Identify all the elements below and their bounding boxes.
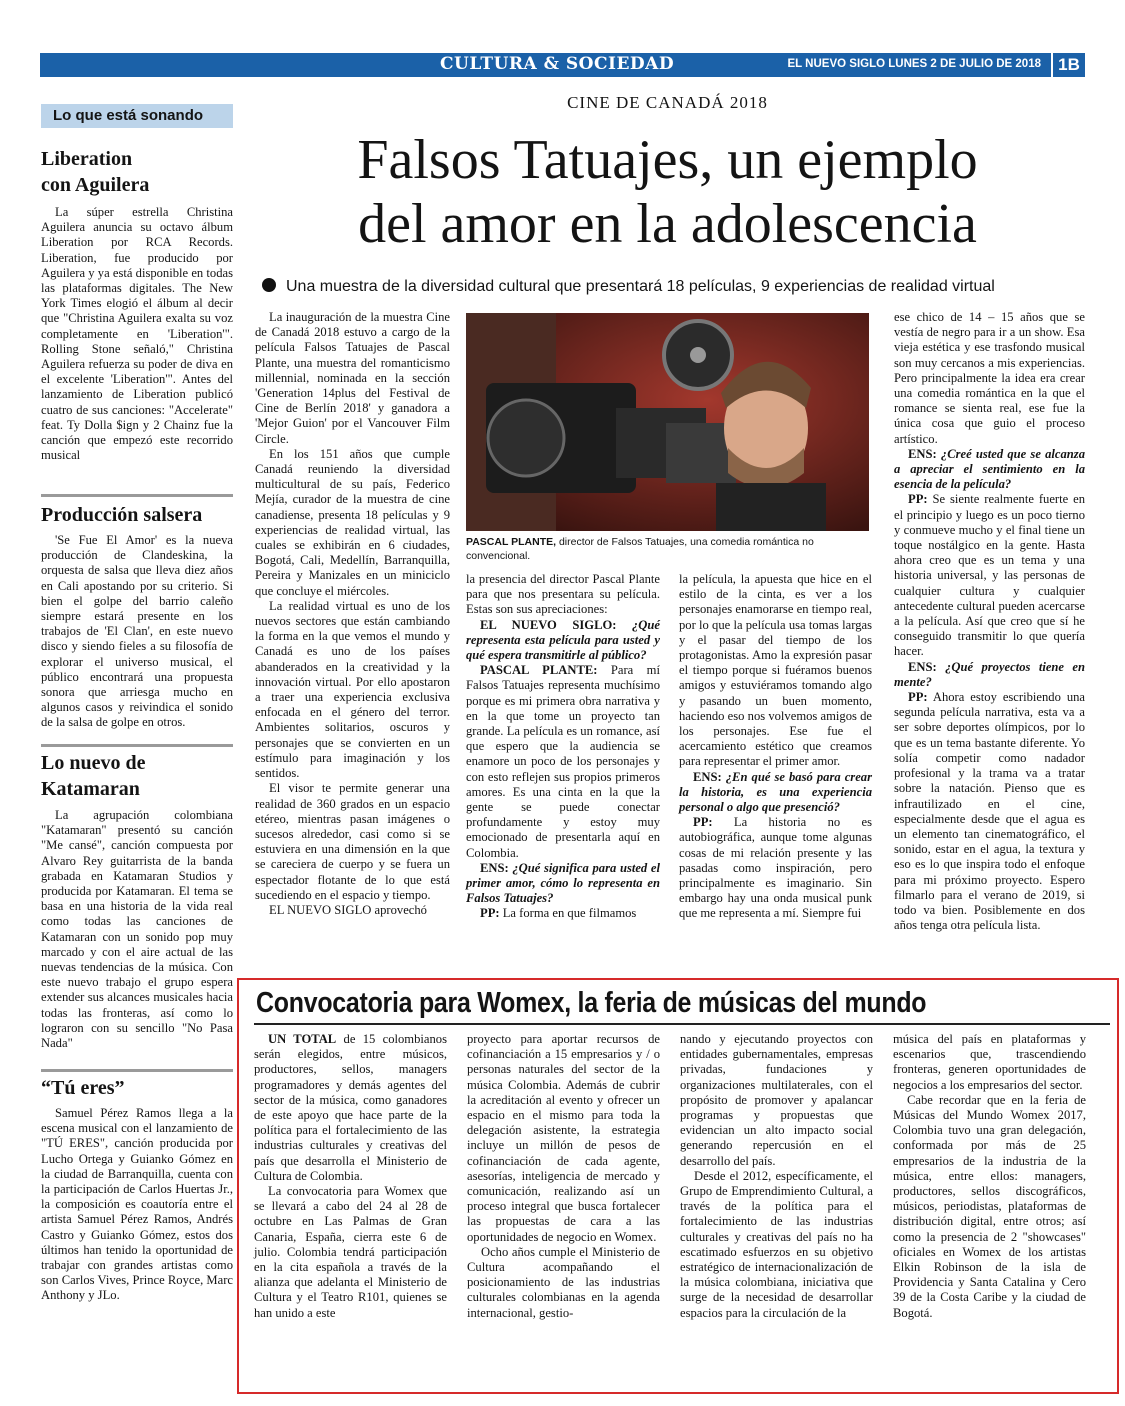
article-photo <box>466 313 869 531</box>
womex-paragraph: Desde el 2012, específicamente, el Grupo de Emprendimiento Cultural, a través de la política para el fortalecimiento de las industrias culturales y creativas del país no ha escatimado esfuerzos en su objetivo estratégico de internacionalización de la música colombiana, iniciativa que surge de la necesidad de desarrollar espacios para la circulación de la <box>680 1168 873 1320</box>
sidebar-heading-1 <box>41 146 236 198</box>
article-paragraph: La realidad virtual es uno de los nuevos sectores que están cambiando la forma en la que vemos el mundo y Canadá es uno de los países abanderados en la creatividad y la innovación virtual. Por ello apostaron a traer una experiencia exclusiva enfocada en el género del terror. Ambientes solitarios, oscuros y personajes que se convierten en un estímulo para imaginación y los sentidos. <box>255 598 450 781</box>
interview-answer: ese chico de 14 – 15 años que se vestía de negro para ir a un show. Esa vieja estética y ese trasfondo musical son muy cercanos a mis experiencias. Pero principalmente la idea era crear una comedia romántica en la que el romance se sienta real, ese fue la única cosa que guio el proceso artístico. <box>894 310 1085 446</box>
caption-name: PASCAL PLANTE, <box>466 536 557 548</box>
sidebar-body-2 <box>41 533 233 731</box>
interviewee-label: PP: <box>480 906 500 921</box>
sidebar-paragraph: La súper estrella Christina Aguilera anuncia su octavo álbum Liberation por RCA Records. Liberation, fue producido por Aguilera y ya está disponible en todas las plataformas digitales. The New York Times elogió el álbum al decir que "Christina Aguilera exalta su voz completamente en 'Liberation'". Rolling Stone señaló," Christina Aguilera refuerza su poder de diva en el excelente 'Liberation'". Antes del lanzamiento de Liberation publicó cuatro de sus canciones: "Accelerate" feat. Ty Dolla $ign y 2 Chainz fue la canción que empezó este recorrido musical <box>41 205 233 463</box>
sidebar-heading-line: Liberation <box>41 148 133 170</box>
sidebar-heading-4 <box>41 1075 236 1101</box>
sidebar-divider <box>41 744 233 747</box>
womex-paragraph: Cabe recordar que en la feria de Músicas del Mundo Womex 2017, Colombia tuvo una gran delegación, conformada por más de 25 empresarios de la industria de la música, entre ellos: managers, productores, sellos discográficos, músicos, periodistas, plataformas de distribución digital, entre otros; así como la presencia de 2 "showcases" oficiales en Womex de los artistas Elkin Robinson de la isla de Providencia y Santa Catalina y Cero 39 de la Costa Caribe y la ciudad de Bogotá. <box>893 1092 1086 1320</box>
interviewer-label: ENS: <box>908 659 937 674</box>
headline-line: del amor en la adolescencia <box>358 193 977 255</box>
sidebar-heading-line: “Tú eres” <box>41 1077 125 1099</box>
article-paragraph: La inauguración de la muestra Cine de Canadá 2018 estuvo a cargo de la película Falsos Tatuajes de Pascal Plante, una muestra del romanticismo millennial, nominada en la sección 'Generation 14plus del Festival de Cine de Berlín 2018' y ganadora a 'Mejor Guion' por el Vancouver Film Circle. <box>255 310 450 446</box>
womex-lead: UN TOTAL <box>268 1032 337 1046</box>
womex-column-2 <box>467 1032 660 1321</box>
article-column-4 <box>894 310 1085 933</box>
article-column-1 <box>255 310 450 918</box>
subhead-text: Una muestra de la diversidad cultural que presentará 18 películas, 9 experiencias de realidad virtual <box>286 278 995 295</box>
womex-column-4 <box>893 1032 1086 1321</box>
interview-question: ¿Creé usted que se alcanza a apreciar el sentimiento en la esencia de la película? <box>894 446 1085 492</box>
sidebar-body-1 <box>41 205 233 463</box>
interview-answer: la película, la apuesta que hice en el estilo de la cinta, es ver a los personajes enamorarse en tiempo real, por lo que la película usa tomas largas y el pasar del tiempo de los protagonistas. Amo la expresión pasar el tiempo porque si fuéramos buenos amigos y estuviéramos tomando algo y pasando un buen momento, haciendo eso nos volvemos amigos de los personajes. Ese fue el acercamiento estético que creamos para representar el primer amor. <box>679 572 872 769</box>
interview-question: ¿Qué proyectos tiene en mente? <box>894 659 1085 689</box>
article-paragraph: EL NUEVO SIGLO aprovechó <box>269 902 427 917</box>
sidebar-divider <box>41 494 233 497</box>
bullet-icon <box>262 278 276 292</box>
sidebar-paragraph: La agrupación colombiana "Katamaran" presentó su canción "Me cansé", canción compuesta por Alvaro Rey guitarrista de la banda grabada en Katamaran Studios y producida por Katamaran. El tema se basa en una historia de la vida real como todas las canciones de Katamaran con un sonido pop muy marcado y con el aire actual de las nuevas tendencias de la música. Con este nuevo trabajo el grupo espera extender sus alcances musicales hacia todas las fronteras, así como lo lograron con su sencillo "No Pasa Nada" <box>41 808 233 1051</box>
interviewee-label: PP: <box>693 815 713 830</box>
interview-answer: Ahora estoy escribiendo una segunda película narrativa, esta va a ser sobre deportes olímpicos, por lo que es un tema bastante diferente. Yo solía competir como nadador profesional y la trama va a tratar sobre la natación. Pienso que es infrautilizado en el cine, especialmente desde que el agua es un elemento tan cinematográfico, el sonido, estar en el agua, la textura y eso es lo que inspira todo el enfoque para mi próximo proyecto. Espero filmarlo para el verano de 2019, si todo va bien. Posiblemente en dos años tenga otra película lista. <box>894 690 1085 933</box>
interview-answer: La historia no es autobiográfica, aunque tome algunas cosas de mi relación presente y las pasadas como inspiración, pero principalmente es imaginario. Sin embargo hay una onda musical punk que me representa a mí. Siempre fui <box>679 815 872 921</box>
sidebar-heading-3 <box>41 750 236 802</box>
sidebar-heading-line: Lo nuevo de <box>41 752 146 774</box>
sidebar-divider <box>41 1069 233 1072</box>
article-subhead <box>262 278 1085 296</box>
article-kicker: CINE DE CANADÁ 2018 <box>567 93 768 112</box>
interview-answer: La forma en que filmamos <box>499 906 637 921</box>
sidebar-paragraph: Samuel Pérez Ramos llega a la escena musical con el lanzamiento de "TÚ ERES", canción producida por Lucho Ortega y Guianko Gómez en la ciudad de Barranquilla, cuenta con la participación de Carlos Huertas Jr., la composición es coautoría entre el artista Samuel Pérez Ramos, Andrés Castro y Guianko Gómez, estos dos últimos han tenido la oportunidad de trabajar con grandes artistas como son Carlos Vives, Prince Royce, Marc Anthony y JLo. <box>41 1106 233 1303</box>
womex-column-3 <box>680 1032 873 1321</box>
article-headline <box>250 128 1085 256</box>
interview-question: ¿Qué representa esta película para usted y qué espera transmitirle al público? <box>466 617 660 663</box>
sidebar-heading-line: Katamaran <box>41 778 140 800</box>
page-number: 1B <box>1051 53 1085 77</box>
womex-paragraph: música del país en plataformas y escenarios que, trascendiendo fronteras, generen oportunidades de negocios a los empresarios del sector. <box>893 1032 1086 1092</box>
womex-paragraph: de 15 colombianos serán elegidos, entre músicos, productores, sellos, managers programadores y demás agentes del sector de la música, como ganadores de este apoyo que hace parte de la política para el fortalecimiento de las industrias culturales y creativas del país que desarrolla el Ministerio de Cultura de Colombia. <box>254 1032 447 1183</box>
article-column-2 <box>466 572 660 922</box>
sidebar-tab: Lo que está sonando <box>41 104 233 128</box>
interviewer-label: ENS: <box>480 860 509 875</box>
womex-title-rule <box>254 1023 1110 1025</box>
sidebar-heading-line: con Aguilera <box>41 174 150 196</box>
womex-paragraph: nando y ejecutando proyectos con entidades gubernamentales, empresas privadas, fundaciones y organizaciones multilaterales, con el propósito de promover y apalancar programas y propuestas que evidencian un alto impacto social generando repercusión en el desarrollo del país. <box>680 1032 873 1168</box>
interview-question: ¿Qué significa para usted el primer amor, cómo lo representa en Falsos Tatuajes? <box>466 860 660 906</box>
interview-question: ¿En qué se basó para crear la historia, es una experiencia personal o algo que presenció? <box>679 769 872 815</box>
interviewee-label: PP: <box>908 690 928 705</box>
section-title: CULTURA & SOCIEDAD <box>440 54 675 74</box>
article-column-3 <box>679 572 872 922</box>
headline-line: Falsos Tatuajes, un ejemplo <box>357 129 978 191</box>
interviewer-label: EL NUEVO SIGLO: <box>480 617 617 632</box>
article-paragraph: El visor te permite generar una realidad de 360 grados en un espacio etéreo, mientras pasan imágenes o sucesos alrededor, casi como si se estuviera en una dimensión en la que se careciera de cuerpo y se fuera un espectador flotante de lo que está sucediendo en el espacio y tiempo. <box>255 781 450 902</box>
article-paragraph: la presencia del director Pascal Plante para que nos presentara su película. Estas son sus apreciaciones: <box>466 572 660 617</box>
sidebar-heading-2 <box>41 502 236 528</box>
caption-text: director de Falsos Tatuajes, una comedia romántica no convencional. <box>466 536 814 562</box>
article-paragraph: En los 151 años que cumple Canadá reuniendo la diversidad multicultural de su país, Federico Mejía, curador de la muestra de cine canadiense, presenta 18 películas y 9 experiencias de realidad virtual, las cuales se exhibirán en 6 ciudades, Bogotá, Cali, Medellín, Barranquilla, Pereira y Manizales en un miniciclo que concluye el miércoles. <box>255 446 450 598</box>
interview-answer: Para mí Falsos Tatuajes representa muchísimo porque es mi primera obra narrativa y en la que tome un proyecto tan grande. La película es un romance, así que espero que la audiencia se enamore un poco de los personajes y con esto reflejen sus propios primeros amores. Es una cinta en la que la gente se puede conectar profundamente y estoy muy emocionado de presentarla aquí en Colombia. <box>466 663 660 860</box>
interviewee-label: PASCAL PLANTE: <box>480 663 598 678</box>
photo-illustration <box>466 313 869 531</box>
newspaper-date: EL NUEVO SIGLO LUNES 2 DE JULIO DE 2018 <box>787 58 1041 70</box>
section-header-bar <box>40 53 1085 77</box>
photo-caption <box>466 535 869 563</box>
sidebar-heading-line: Producción salsera <box>41 504 203 526</box>
interview-answer: Se siente realmente fuerte en el principio y luego es un poco tierno y conmueve mucho y el final tiene un toque nostálgico en la gente. Hasta ahora creo que es un tema y una historia universal, y las personas de cualquier cultura y cualquier antecedente cultural pueden acercarse a la película. Así que creo que sí he conseguido transmitir lo que quería hacer. <box>894 492 1085 659</box>
womex-title: Convocatoria para Womex, la feria de músicas del mundo <box>256 987 927 1019</box>
womex-paragraph: La convocatoria para Womex que se llevará a cabo del 24 al 28 de octubre en Las Palmas de Gran Canaria, España, cierra este 6 de julio. Colombia tendrá participación en la cita española a través de la alianza que adelanta el Ministerio de Cultura y el Teatro R101, quienes se han unido a este <box>254 1184 447 1320</box>
womex-column-1 <box>254 1032 447 1321</box>
interviewer-label: ENS: <box>908 446 937 461</box>
interviewer-label: ENS: <box>693 769 722 784</box>
sidebar-body-3 <box>41 808 233 1051</box>
womex-paragraph: proyecto para aportar recursos de cofinanciación a 15 empresarios y / o personas naturales del sector de la música Colombia. Además de cubrir la acreditación al evento y ofrecer un espacio en el mismo para toda la delegación asistente, la estrategia incluye un millón de pesos de cofinanciación de cada agente, asesorías, inteligencia de mercado y comunicación, realizando así un proceso integral que busca fortalecer las propuestas de cara a las oportunidades de negocio en Womex. <box>467 1032 660 1244</box>
sidebar-paragraph: 'Se Fue El Amor' es la nueva producción de Clandeskina, la orquesta de salsa que lleva diez años en Cali apostando por su criterio. Si bien el golpe del barrio caleño siempre estará presente en los trabajos de 'El Clan', en este nuevo disco y siendo fieles a su filosofía de explorar el universo musical, el público encontrará una propuesta sonora que arriesga mucho en algunos casos y reivindica el sonido de la salsa de golpe en otros. <box>41 533 233 730</box>
interviewee-label: PP: <box>908 492 928 507</box>
sidebar-body-4 <box>41 1106 233 1304</box>
womex-paragraph: Ocho años cumple el Ministerio de Cultura acompañando el posicionamiento de las industrias culturales colombianas en la agenda internacional, gestio- <box>467 1244 660 1320</box>
